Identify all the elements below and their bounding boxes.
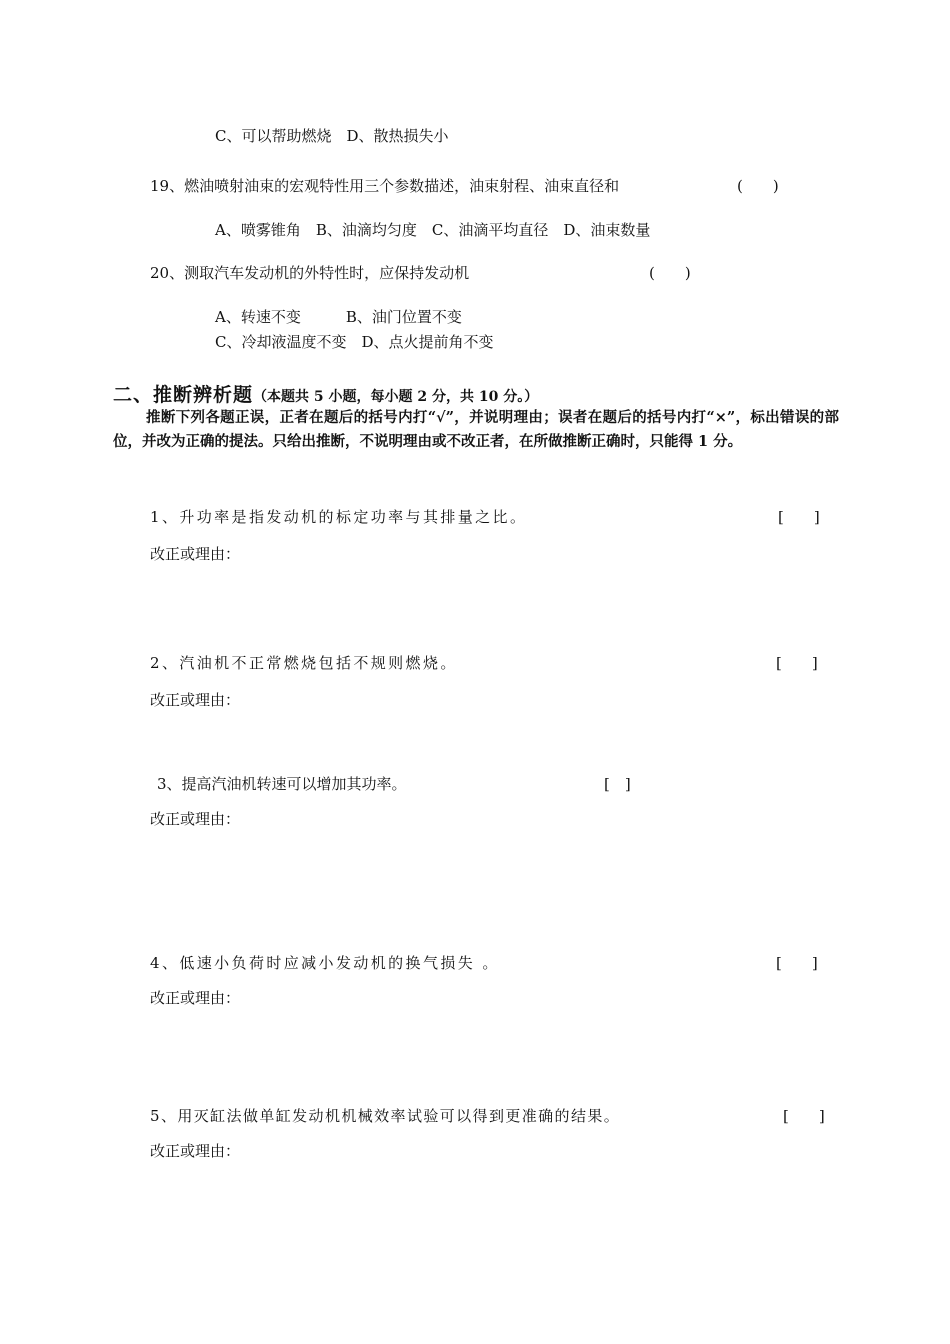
- judge-question-4: 4、低速小负荷时应减小发动机的换气损失 。: [150, 954, 500, 972]
- judge-bracket-2[interactable]: [ ]: [776, 654, 818, 672]
- q19-answer-paren: ( ): [737, 177, 779, 195]
- answer-label-2: 改正或理由：: [150, 691, 241, 709]
- judge-question-5: 5、用灭缸法做单缸发动机机械效率试验可以得到更准确的结果。: [150, 1107, 621, 1125]
- answer-label-5: 改正或理由：: [150, 1142, 241, 1160]
- judge-question-1: 1、升功率是指发动机的标定功率与其排量之比。: [150, 508, 528, 526]
- q20-answer-paren: ( ): [649, 264, 691, 282]
- judge-bracket-3[interactable]: [ ]: [604, 775, 631, 793]
- section-subtitle: （本题共 5 小题，每小题 2 分，共 10 分。）: [253, 389, 539, 405]
- q20-options-line2: C、冷却液温度不变 D、点火提前角不变: [215, 333, 494, 351]
- answer-label-1: 改正或理由：: [150, 545, 241, 563]
- answer-label-3: 改正或理由：: [150, 810, 241, 828]
- q19-stem: 19、燃油喷射油束的宏观特性用三个参数描述，油束射程、油束直径和: [150, 177, 620, 195]
- judge-question-2: 2、汽油机不正常燃烧包括不规则燃烧。: [150, 654, 458, 672]
- section-instructions: 推断下列各题正误，正者在题后的括号内打“√”，并说明理由；误者在题后的括号内打“×”，标出错误的部位，并改为正确的提法。只给出推断，不说明理由或不改正者，在所做推断正确时，只能得 1 分。: [113, 409, 839, 450]
- judge-bracket-1[interactable]: [ ]: [778, 508, 820, 526]
- judge-bracket-4[interactable]: [ ]: [776, 954, 818, 972]
- answer-label-4: 改正或理由：: [150, 989, 241, 1007]
- q19-options: A、喷雾锥角 B、油滴均匀度 C、油滴平均直径 D、油束数量: [215, 221, 651, 239]
- q18-options-tail: C、可以帮助燃烧 D、散热损失小: [215, 127, 449, 145]
- section-heading: [113, 380, 538, 407]
- q20-stem: 20、测取汽车发动机的外特性时，应保持发动机: [150, 264, 470, 282]
- q20-options-line1: A、转速不变 B、油门位置不变: [215, 308, 462, 326]
- section-title: 二、推断辨析题: [113, 384, 254, 406]
- judge-question-3: 3、提高汽油机转速可以增加其功率。: [157, 775, 407, 793]
- judge-bracket-5[interactable]: [ ]: [783, 1107, 825, 1125]
